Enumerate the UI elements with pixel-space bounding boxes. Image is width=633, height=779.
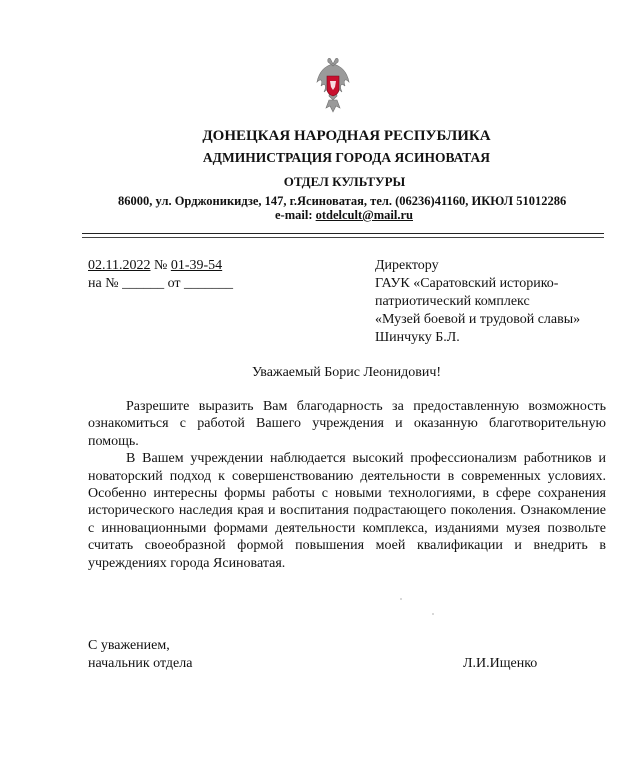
signatory-position: начальник отдела: [88, 656, 193, 671]
recipient-line: «Музей боевой и трудовой славы»: [375, 312, 581, 327]
closing-phrase: С уважением,: [88, 638, 170, 653]
recipient-line: патриотический комплекс: [375, 294, 530, 309]
body-paragraph: Разрешите выразить Вам благодарность за предоставленную возможность ознакомиться с работой Вашего учреждения и оказанную благотворительную помощь.: [88, 399, 606, 449]
recipient-line: Шинчуку Б.Л.: [375, 330, 460, 345]
recipient-line: ГАУК «Саратовский историко-: [375, 276, 559, 291]
registration-block: [88, 257, 233, 293]
republic-title: ДОНЕЦКАЯ НАРОДНАЯ РЕСПУБЛИКА: [202, 128, 491, 144]
reply-reference-line: на № ______ от _______: [88, 276, 233, 291]
letterhead-divider: [82, 233, 604, 234]
number-label: №: [150, 258, 171, 273]
letter-date: 02.11.2022: [88, 258, 151, 273]
letter-number: 01-39-54: [170, 258, 223, 273]
email-label: e-mail:: [275, 208, 316, 222]
letter-body: [88, 398, 606, 572]
dpr-coat-of-arms-icon: [313, 56, 353, 114]
recipient-line: Директору: [375, 258, 439, 273]
address-line: 86000, ул. Орджоникидзе, 147, г.Ясиноватая, тел. (06236)41160, ИКЮЛ 51012286: [118, 194, 567, 208]
signatory-name: Л.И.Ищенко: [463, 656, 538, 671]
administration-title: АДМИНИСТРАЦИЯ ГОРОДА ЯСИНОВАТАЯ: [202, 150, 491, 165]
body-paragraph: В Вашем учреждении наблюдается высокий профессионализм работников и новаторский подход к совершенствованию деятельности в современных условиях. Особенно интересны формы работы с новыми технологиями, в сфере сохранения исторического наследия края и воспитания подрастающего поколения. Ознакомление с инновационными формами деятельности комплекса, изданиями музея позвольте считать своеобразной формой повышения моей квалификации и внедрить в учреждениях города Ясиноватая.: [88, 451, 606, 571]
greeting: Уважаемый Борис Леонидович!: [251, 365, 442, 380]
email-link[interactable]: otdelcult@mail.ru: [315, 208, 413, 222]
scan-speck: [432, 613, 434, 615]
email-line: [275, 208, 413, 223]
scan-speck: [400, 598, 402, 600]
recipient-block: [375, 257, 580, 347]
letterhead-divider-thin: [82, 237, 604, 238]
registration-number-line: [88, 257, 233, 275]
department-title: ОТДЕЛ КУЛЬТУРЫ: [283, 174, 406, 189]
